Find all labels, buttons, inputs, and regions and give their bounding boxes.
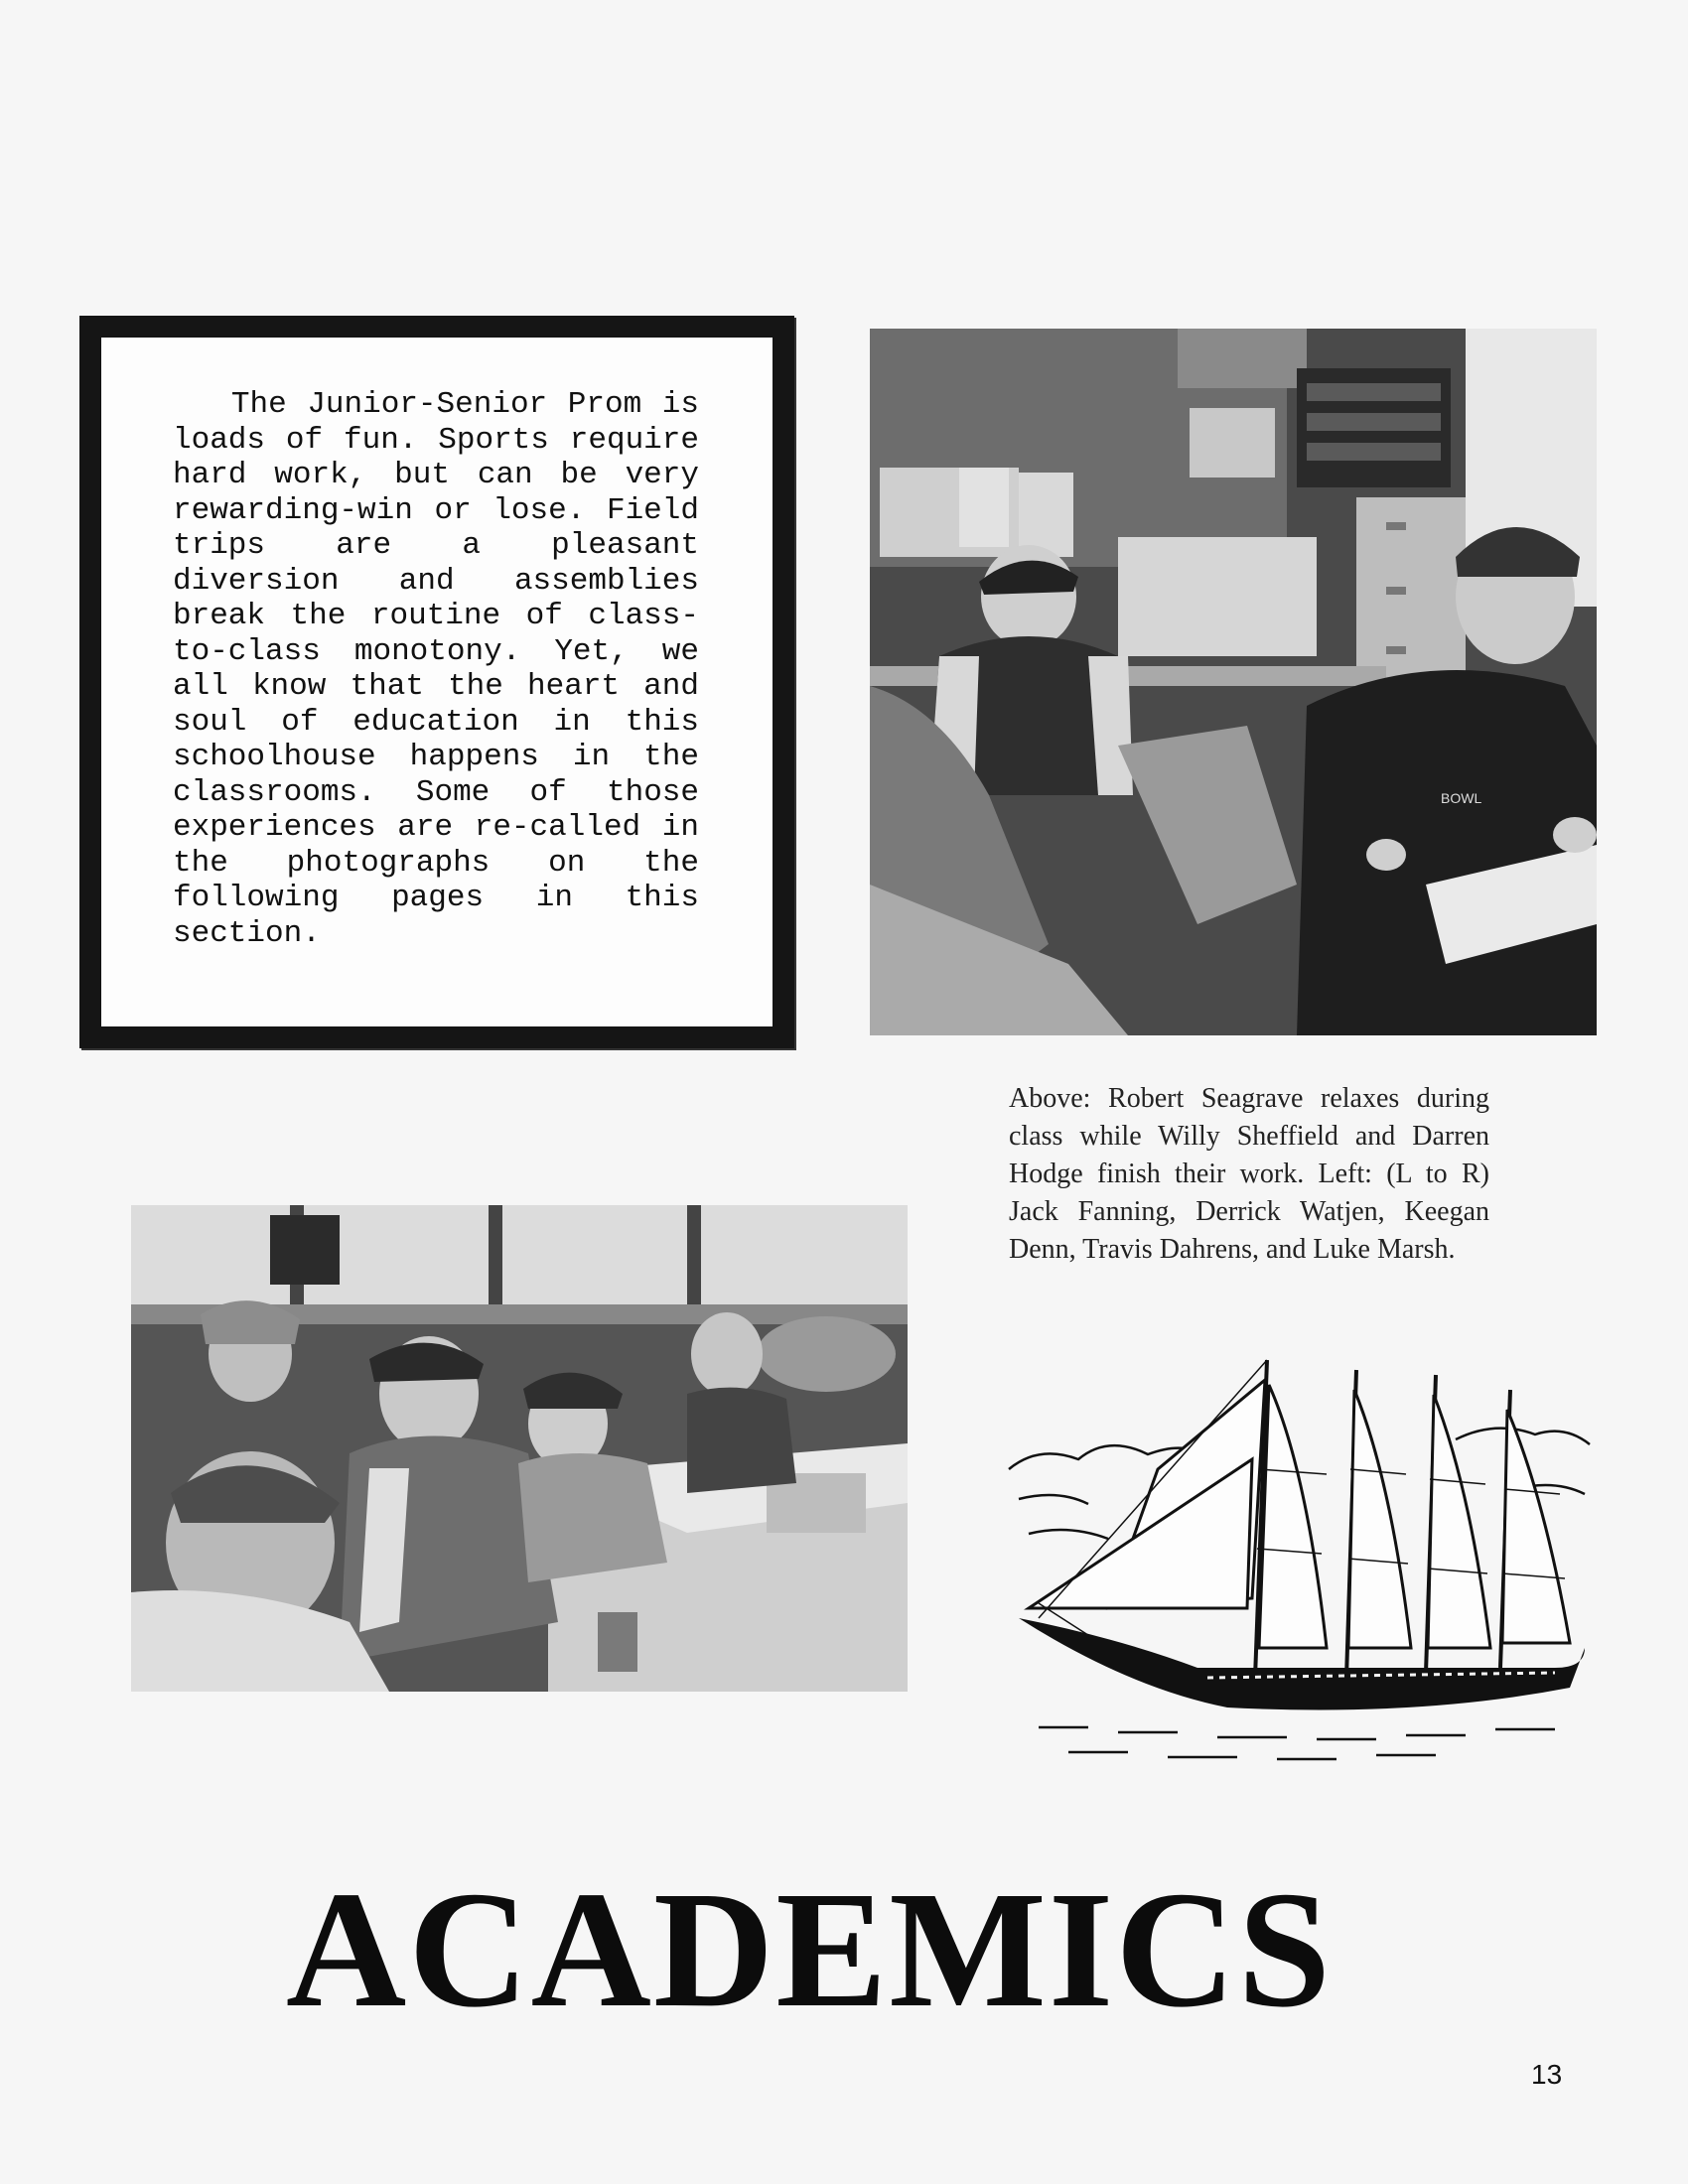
section-title: ACADEMICS bbox=[285, 1857, 1334, 2042]
intro-paragraph: The Junior-Senior Prom is loads of fun. Sports require hard work, but can be very rewarding-win or lose. Field trips are a pleasant diversion and assemblies break the routine of class-to-class monotony. Yet, we all know that the heart and soul of education in this schoolhouse happens in the classrooms. Some of those experiences are re-called in the photographs on the following pages in this section. bbox=[173, 387, 699, 951]
schooner-ship-illustration bbox=[999, 1350, 1595, 1777]
sweatshirt-text: BOWL bbox=[1441, 790, 1482, 806]
classroom-photo-top-image bbox=[870, 329, 1597, 1035]
page-number: 13 bbox=[1531, 2059, 1563, 2090]
classroom-photo-left bbox=[131, 1205, 908, 1692]
classroom-photo-top bbox=[870, 329, 1597, 1035]
photo-caption: Above: Robert Seagrave relaxes during class while Willy Sheffield and Darren Hodge finish their work. Left: (L to R) Jack Fanning, Derrick Watjen, Keegan Denn, Travis Dahrens, and Luke Marsh. bbox=[1009, 1083, 1489, 1265]
classroom-photo-left-image bbox=[131, 1205, 908, 1692]
intro-text-box bbox=[79, 316, 794, 1048]
